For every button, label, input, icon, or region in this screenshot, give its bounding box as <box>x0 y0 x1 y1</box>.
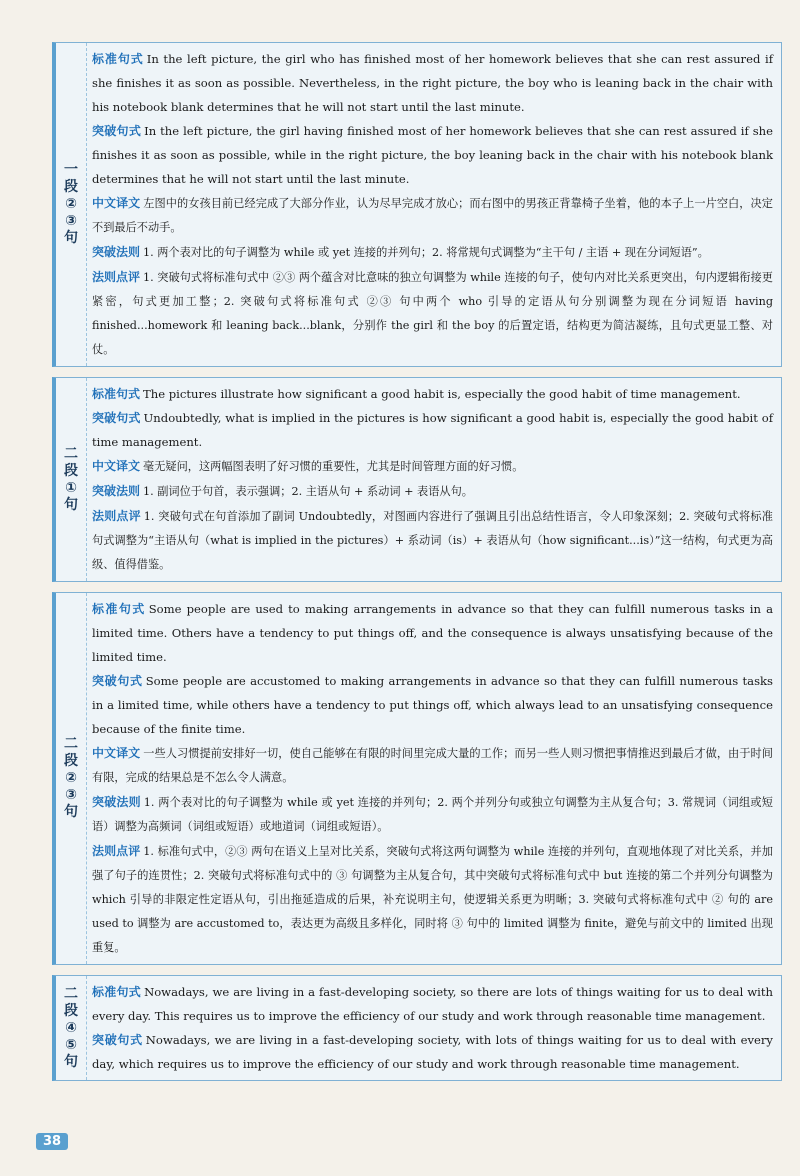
breakthrough-rule: 突破法则 1. 两个表对比的句子调整为 while 或 yet 连接的并列句；2. 两个并列分句或独立句调整为主从复合句；3. 常规词（词组或短语）调整为高频词（词组或短语）或地道词（词组或短语）。 <box>92 795 773 833</box>
section-side-label <box>56 43 87 366</box>
side-char: ② <box>65 196 77 212</box>
side-char: 句 <box>64 804 78 820</box>
side-char: ① <box>65 479 77 496</box>
side-char: ③ <box>65 213 77 229</box>
standard-sentence: 标准句式 The pictures illustrate how significant a good habit is, especially the good habit of time management. <box>92 387 741 401</box>
rule-comment: 法则点评 1. 突破句式将标准句式中 ②③ 两个蕴含对比意味的独立句调整为 while 连接的句子，使句内对比关系更突出，句内逻辑衔接更紧密，句式更加工整；2. 突破句式将标准句式 ②③ 句中两个 who 引导的定语从句分别调整为现在分词短语 having finished...homework 和 leaning back...blank，分别作 the girl 和 the boy 的后置定语，结构更为简洁凝练，且句式更显工整、对仗。 <box>92 270 773 356</box>
side-char: 二 <box>64 445 78 462</box>
rule-comment: 法则点评 1. 标准句式中，②③ 两句在语义上呈对比关系，突破句式将这两句调整为 while 连接的并列句，直观地体现了对比关系，并加强了句子的连贯性；2. 突破句式将标准句式中的 ③ 句调整为主从复合句，其中突破句式将标准句式中 but 连接的第二个并列分句调整为 which 引导的非限定性定语从句，引出拖延造成的后果，补充说明主句，使逻辑关系更为明晰；3. 突破句式将标准句式中 ② 句的 are used to 调整为 are accustomed to，表达更为高级且多样化，同时将 ③ 句中的 limited 调整为 finite，避免与前文中的 limited 出现重复。 <box>92 844 773 954</box>
section-para2-sent23 <box>52 592 782 965</box>
side-char: ④ <box>65 1019 77 1036</box>
side-char: 一 <box>64 162 78 178</box>
breakthrough-sentence: 突破句式 Undoubtedly, what is implied in the pictures is how significant a good habit is, especially the good habit of time management. <box>92 411 773 449</box>
breakthrough-rule: 突破法则 1. 副词位于句首，表示强调；2. 主语从句 + 系动词 + 表语从句。 <box>92 484 473 498</box>
standard-sentence: 标准句式 Some people are used to making arrangements in advance so that they can fulfill numerous tasks in a limited time. Others have a tendency to put things off, and the consequence is always unsatisfying because of the limited time. <box>92 602 773 664</box>
side-char: 段 <box>64 462 78 479</box>
chinese-translation: 中文译文 左图中的女孩目前已经完成了大部分作业，认为尽早完成才放心；而右图中的男孩正背靠椅子坐着，他的本子上一片空白，决定不到最后不动手。 <box>92 196 773 234</box>
side-char: 句 <box>64 230 78 246</box>
side-char: 二 <box>64 736 78 752</box>
chinese-translation: 中文译文 毫无疑问，这两幅图表明了好习惯的重要性，尤其是时间管理方面的好习惯。 <box>92 459 524 473</box>
section-para1-sent23 <box>52 42 782 367</box>
section-para2-sent1 <box>52 377 782 582</box>
page-number: 38 <box>36 1133 68 1150</box>
side-char: 段 <box>64 179 78 195</box>
side-char: ③ <box>65 787 77 803</box>
side-char: 段 <box>64 1002 78 1019</box>
section-side-label <box>56 593 87 964</box>
chinese-translation: 中文译文 一些人习惯提前安排好一切，使自己能够在有限的时间里完成大量的工作；而另一些人则习惯把事情推迟到最后才做，由于时间有限，完成的结果总是不怎么令人满意。 <box>92 746 773 784</box>
section-para2-sent45 <box>52 975 782 1081</box>
side-char: 句 <box>64 1053 78 1070</box>
breakthrough-sentence: 突破句式 Some people are accustomed to making arrangements in advance so that they can fulfill numerous tasks in a limited time, while others have a tendency to put things off, which always lead to an unsatisfying consequence because of the finite time. <box>92 674 773 736</box>
side-char: ② <box>65 770 77 786</box>
page-content <box>52 42 782 1091</box>
standard-sentence: 标准句式 In the left picture, the girl who has finished most of her homework believes that she can rest assured if she finishes it as soon as possible. Nevertheless, in the right picture, the boy who is leaning back in the chair with his notebook blank determines that he will not start until the last minute. <box>92 52 773 114</box>
breakthrough-sentence: 突破句式 In the left picture, the girl having finished most of her homework believes that she can rest assured if she finishes it as soon as possible, while in the right picture, the boy leaning back in the chair with his notebook blank determines that he will not start until the last minute. <box>92 124 773 186</box>
standard-sentence: 标准句式 Nowadays, we are living in a fast-developing society, so there are lots of things waiting for us to deal with every day. This requires us to improve the efficiency of our study and work through reasonable time management. <box>92 985 773 1023</box>
breakthrough-sentence: 突破句式 Nowadays, we are living in a fast-developing society, with lots of things waiting for us to deal with every day, which requires us to improve the efficiency of our study and work through reasonable time management. <box>92 1033 773 1071</box>
rule-comment: 法则点评 1. 突破句式在句首添加了副词 Undoubtedly，对图画内容进行了强调且引出总结性语言，令人印象深刻；2. 突破句式将标准句式调整为“主语从句（what is implied in the pictures）+ 系动词（is）+ 表语从句（how significant...is）”这一结构，句式更为高级、值得借鉴。 <box>92 509 773 571</box>
side-char: 句 <box>64 496 78 513</box>
side-char: 段 <box>64 753 78 769</box>
section-side-label <box>56 976 87 1080</box>
section-side-label <box>56 378 87 581</box>
side-char: 二 <box>64 985 78 1002</box>
breakthrough-rule: 突破法则 1. 两个表对比的句子调整为 while 或 yet 连接的并列句；2. 将常规句式调整为“主干句 / 主语 + 现在分词短语”。 <box>92 245 709 259</box>
side-char: ⑤ <box>65 1036 77 1053</box>
